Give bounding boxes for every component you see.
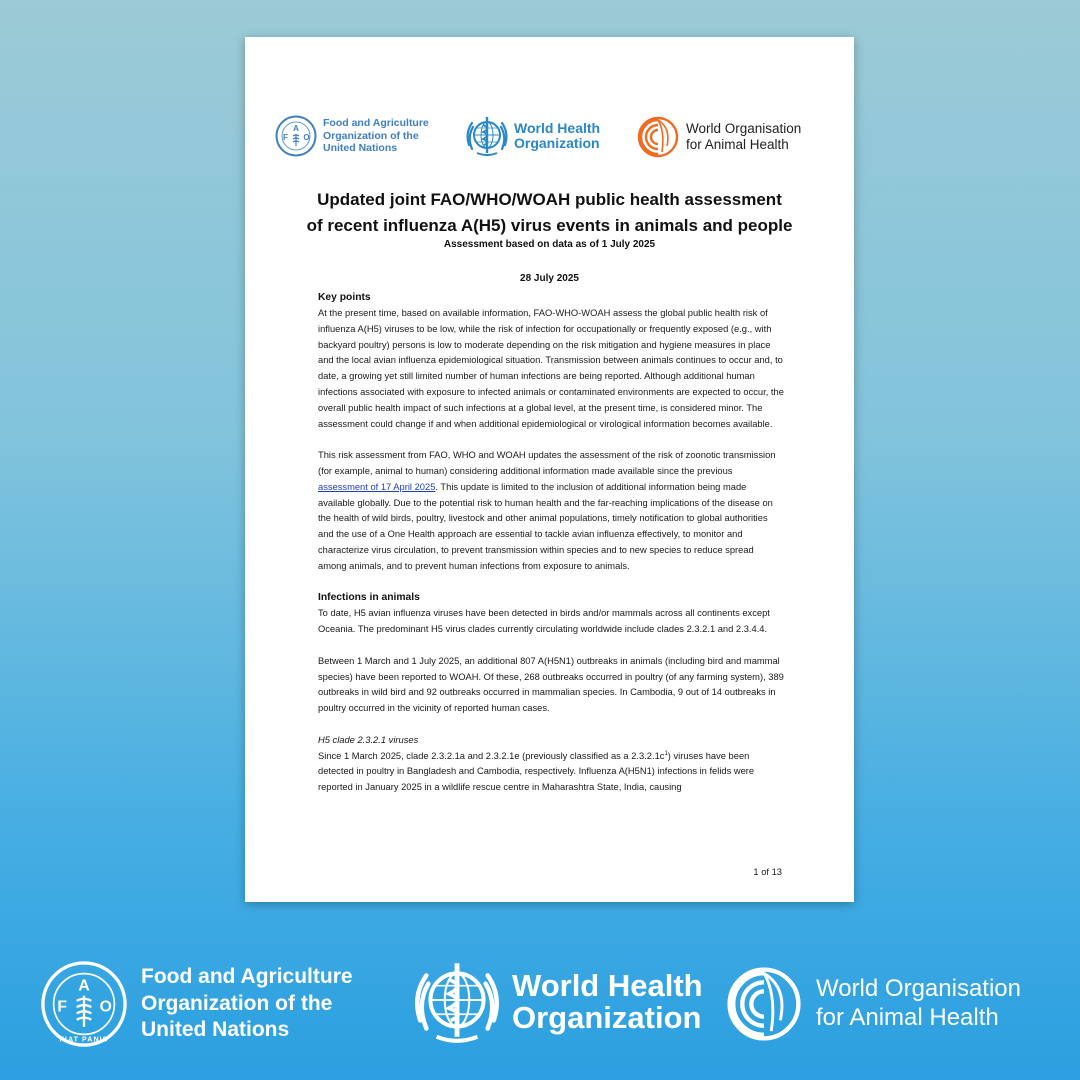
woah-logo-small — [637, 116, 801, 158]
who-large-line1: World Health — [512, 968, 703, 1004]
fao-large-line3: United Nations — [141, 1018, 290, 1042]
footnote-marker[interactable]: 1 — [664, 750, 668, 757]
key-points-paragraph: At the present time, based on available information, FAO-WHO-WOAH assess the global public health risk of influenza A(H5) viruses to be low, while the risk of infection for occupationally or frequently exposed (e.g., with backyard poultry) persons is low to moderate depending on the risk mitigation and hygiene measures in place and the local avian influenza epidemiological situation. Transmission between animals continues to occur and, to date, a growing yet still limited number of human infections are being reported. Although additional human infections associated with exposure to infected animals or contaminated environments are expected to occur, the overall public health impact of such infections at a global level, at the present time, is considered minor. The assessment could change if and when additional epidemiological or virological information becomes available. — [318, 308, 784, 429]
animals-paragraph-2: Between 1 March and 1 July 2025, an additional 807 A(H5N1) outbreaks in animals (including bird and mammal species) have been reported to WOAH. Of these, 268 outbreaks occurred in poultry (of any farming system), 389 outbreaks in wild bird and 92 outbreaks occurred in mammalian species. In Cambodia, 9 out of 14 outbreaks in poultry occurred in the vicinity of reported human cases. — [318, 655, 784, 714]
risk-assessment-paragraph — [318, 448, 784, 574]
animals-paragraph-1: To date, H5 avian influenza viruses have been detected in birds and/or mammals across all continents except Oceania. The predominant H5 virus clades currently circulating worldwide include clades 2.3.2.1 and 2.3.4.4. — [318, 608, 770, 635]
woah-logo-large — [726, 966, 1021, 1042]
document-title-line1: Updated joint FAO/WHO/WOAH public health assessment — [317, 190, 782, 209]
fao-motto: FIAT PANIS — [59, 1035, 109, 1044]
woah-name-line1: World Organisation — [686, 120, 802, 136]
woah-large-line2: for Animal Health — [816, 1004, 999, 1031]
fao-large-line2: Organization of the — [141, 991, 333, 1015]
infections-in-animals-heading: Infections in animals — [318, 592, 420, 604]
who-name-line1: World Health — [514, 120, 601, 137]
fao-name-line1: Food and Agriculture — [323, 117, 429, 130]
fao-large-letter-a: A — [78, 977, 90, 995]
document-title-line2: of recent influenza A(H5) virus events in animals and people — [306, 215, 793, 235]
risk-paragraph-text-after: . This update is limited to the inclusion of additional information being made available globally. Due to the potential risk to human health and the far-reaching implications of the disease on the health of wild birds, poultry, livestock and other animal populations, timely notification to global authorities and the use of a One Health approach are essential to tackle avian influenza effectively, to monitor and characterize virus circulation, to prevent transmission within species and to new species to reduce spread among animals, and to prevent human infections from exposure to animals. — [318, 481, 773, 571]
woah-emblem-icon — [637, 116, 679, 158]
document-title — [285, 187, 814, 238]
footer-logos — [0, 955, 1080, 1055]
page-number: 1 of 13 — [753, 867, 782, 877]
document-page — [245, 37, 854, 902]
woah-large-line1: World Organisation — [816, 975, 1021, 1003]
fao-emblem-letter-f: F — [283, 133, 288, 142]
key-points-heading: Key points — [318, 292, 371, 303]
fao-emblem-letter-o: O — [303, 133, 310, 142]
fao-large-line1: Food and Agriculture — [141, 965, 353, 989]
fao-large-letter-f: F — [57, 998, 68, 1016]
previous-assessment-link[interactable]: assessment of 17 April 2025 — [318, 481, 436, 492]
document-body — [318, 290, 784, 796]
clade-text-after: ) viruses have been detected in poultry in Bangladesh and Cambodia, respectively. Influenza A(H5N1) infections in felids were reported in January 2025 in a wildlife rescue centre in Maharashtra State, India, causing — [318, 750, 755, 793]
who-large-line2: Organization — [512, 1000, 702, 1035]
who-name-line2: Organization — [514, 135, 600, 151]
clade-text-before: Since 1 March 2025, clade 2.3.2.1a and 2.3.2.1e (previously classified as a 2.3.2.1c — [318, 750, 665, 761]
who-logo-large — [408, 959, 703, 1045]
fao-emblem-icon — [275, 115, 317, 157]
fao-name-line2: Organization of the — [323, 129, 419, 142]
fao-logo-large — [40, 960, 353, 1048]
risk-paragraph-text-before: This risk assessment from FAO, WHO and WOAH updates the assessment of the risk of zoonotic transmission (for example, animal to human) considering additional information made available since the previous — [318, 450, 776, 476]
who-emblem-large-icon — [408, 959, 506, 1045]
woah-name-line2: for Animal Health — [686, 137, 789, 152]
who-emblem-icon — [463, 115, 511, 157]
fao-emblem-letter-a: A — [293, 124, 299, 133]
document-date: 28 July 2025 — [520, 273, 579, 284]
fao-large-letter-o: O — [99, 998, 112, 1016]
fao-emblem-large-icon — [40, 960, 128, 1048]
woah-emblem-large-icon — [726, 966, 802, 1042]
document-header-logos — [245, 113, 854, 163]
clade-subheading: H5 clade 2.3.2.1 viruses — [318, 734, 419, 745]
fao-logo-small — [275, 115, 429, 157]
fao-name-line3: United Nations — [323, 142, 398, 155]
document-subtitle: Assessment based on data as of 1 July 2025 — [443, 239, 656, 250]
who-logo-small — [463, 115, 600, 157]
clade-paragraph — [318, 749, 784, 796]
